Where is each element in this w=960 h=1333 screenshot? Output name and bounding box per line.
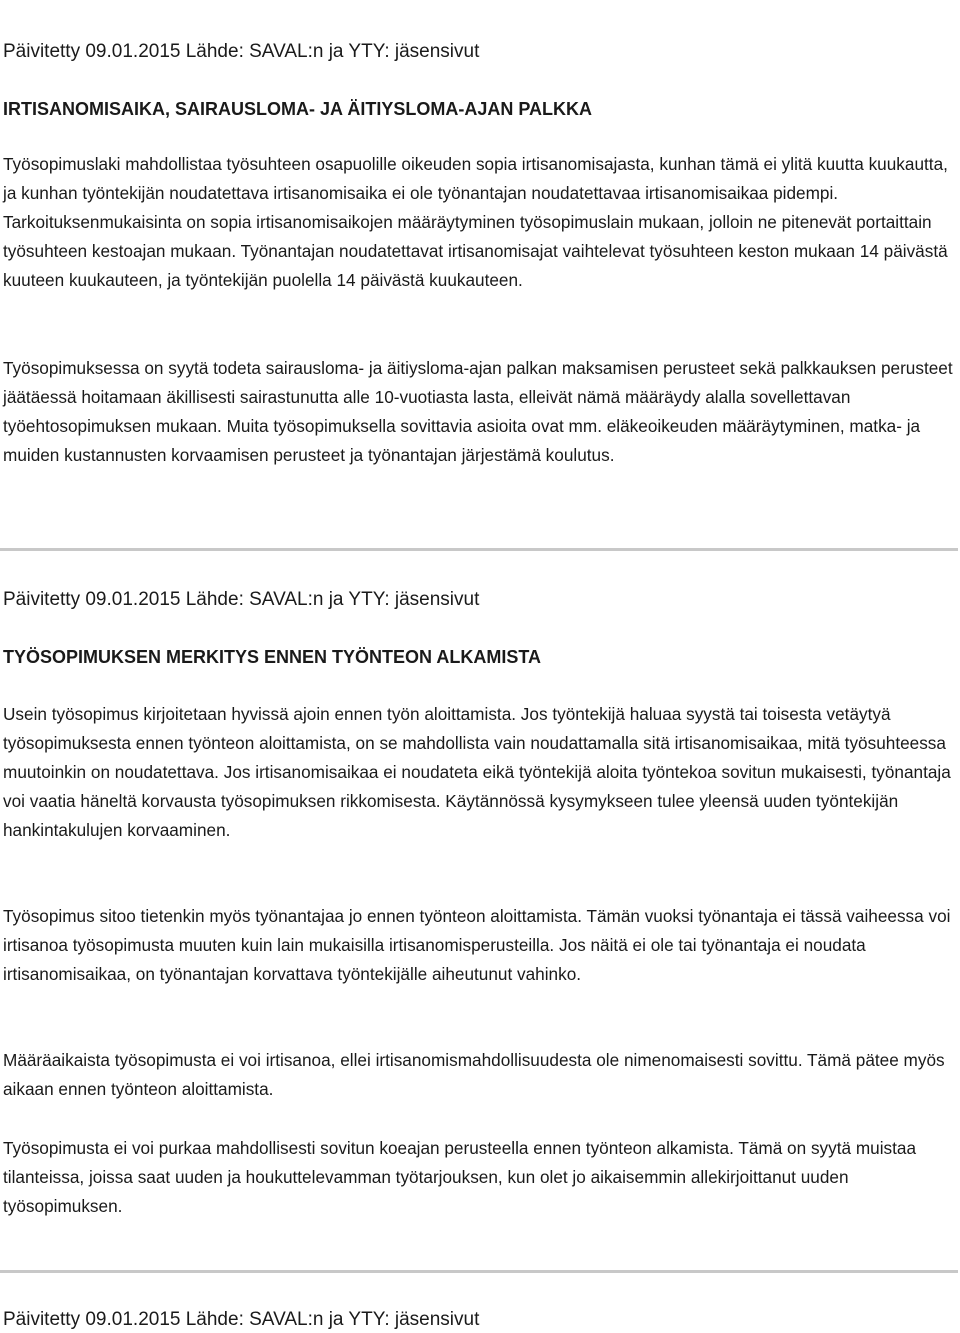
body-paragraph: Työsopimuslaki mahdollistaa työsuhteen osapuolille oikeuden sopia irtisanomisajasta, kunhan tämä ei ylitä kuutta kuukautta, ja kunhan työntekijän noudatettava irtisanomisaika ei ole työnantajan noudatettavaa irtisanomisaikaa pidempi. Tarkoituksenmukaisinta on sopia irtisanomisaikojen määräytyminen työsopimuslain mukaan, jolloin ne pitenevät portaittain työsuhteen kestoajan mukaan. Työnantajan noudatettavat irtisanomisajat vaihtelevat työsuhteen keston mukaan 14 päivästä kuuteen kuukauteen, ja työntekijän puolella 14 päivästä kuukauteen. xyxy=(3,154,948,290)
section-heading: IRTISANOMISAIKA, SAIRAUSLOMA- JA ÄITIYSLOMA-AJAN PALKKA xyxy=(3,99,592,119)
section-divider xyxy=(0,548,958,551)
section-heading: TYÖSOPIMUKSEN MERKITYS ENNEN TYÖNTEON ALKAMISTA xyxy=(3,647,542,667)
updated-source-line: Päivitetty 09.01.2015 Lähde: SAVAL:n ja YTY: jäsensivut xyxy=(3,41,480,62)
body-paragraph: Työsopimus sitoo tietenkin myös työnantajaa jo ennen työnteon aloittamista. Tämän vuoksi työnantaja ei tässä vaiheessa voi irtisanoa työsopimusta muuten kuin lain mukaisilla irtisanomisperusteilla. Jos näitä ei ole tai työnantaja ei noudata irtisanomisaikaa, on työnantajan korvattava työntekijälle aiheutunut vahinko. xyxy=(3,906,951,984)
section-divider xyxy=(0,1270,958,1273)
body-paragraph: Työsopimusta ei voi purkaa mahdollisesti sovitun koeajan perusteella ennen työnteon alkamista. Tämä on syytä muistaa tilanteissa, joissa saat uuden ja houkuttelevamman työtarjouksen, kun olet jo aikaisemmin allekirjoittanut uuden työsopimuksen. xyxy=(3,1138,917,1216)
updated-source-line: Päivitetty 09.01.2015 Lähde: SAVAL:n ja YTY: jäsensivut xyxy=(3,1309,480,1330)
body-paragraph: Työsopimuksessa on syytä todeta sairausloma- ja äitiysloma-ajan palkan maksamisen perusteet sekä palkkauksen perusteet jäätäessä hoitamaan äkillisesti sairastunutta alle 10-vuotiasta lasta, elleivät nämä määräydy alalla sovellettavan työehtosopimuksen mukaan. Muita työsopimuksella sovittavia asioita ovat mm. eläkeoikeuden määräytyminen, matka- ja muiden kustannusten korvaamisen perusteet ja työnantajan järjestämä koulutus. xyxy=(3,358,953,465)
body-paragraph: Usein työsopimus kirjoitetaan hyvissä ajoin ennen työn aloittamista. Jos työntekijä haluaa syystä tai toisesta vetäytyä työsopimuksesta ennen työnteon aloittamista, on se mahdollista vain noudattamalla sitä irtisanomisaikaa, mitä työsuhteessa muutoinkin on noudatettava. Jos irtisanomisaikaa ei noudateta eikä työntekijä aloita työntekoa sovitun mukaisesti, työnantaja voi vaatia häneltä korvausta työsopimuksen rikkomisesta. Käytännössä kysymykseen tulee yleensä uuden työntekijän hankintakulujen korvaaminen. xyxy=(3,704,951,840)
body-paragraph: Määräaikaista työsopimusta ei voi irtisanoa, ellei irtisanomismahdollisuudesta ole nimenomaisesti sovittu. Tämä pätee myös aikaan ennen työnteon aloittamista. xyxy=(3,1050,945,1099)
updated-source-line: Päivitetty 09.01.2015 Lähde: SAVAL:n ja YTY: jäsensivut xyxy=(3,589,480,610)
